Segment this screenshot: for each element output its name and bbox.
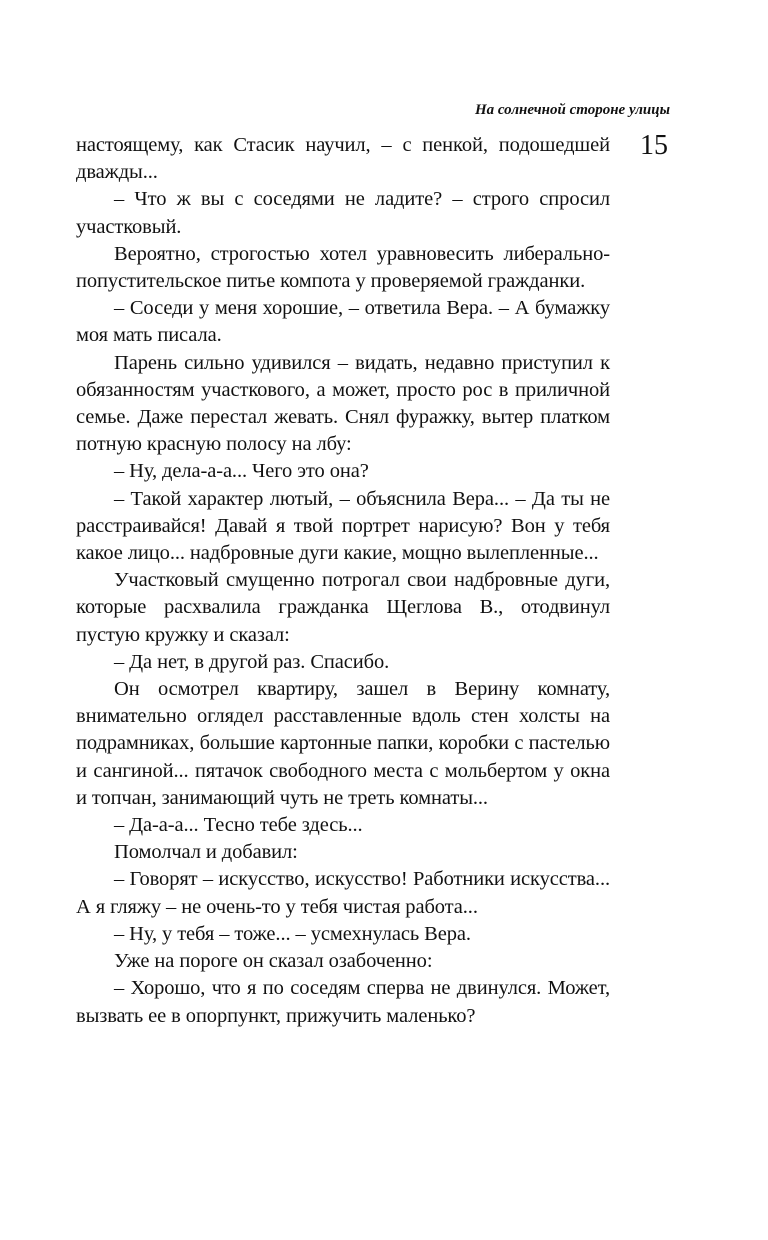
paragraph: Он осмотрел квартиру, зашел в Верину комнату, внимательно оглядел расставленные вдоль стен холсты на подрамниках, большие картонные папки, коробки с пастелью и сангиной... пятачок свободного места с мольбертом у окна и топчан, занимающий чуть не треть комнаты...	[76, 678, 610, 809]
running-title: На солнечной стороне улицы	[474, 102, 670, 118]
page-number: 15	[640, 130, 668, 161]
paragraph: – Что ж вы с соседями не ладите? – строго спросил участковый.	[76, 188, 610, 238]
paragraph: Помолчал и добавил:	[114, 841, 298, 864]
paragraph: Участковый смущенно потрогал свои надбровные дуги, которые расхвалила гражданка Щеглова В., отодвинул пустую кружку и сказал:	[76, 569, 610, 646]
paragraph: – Да нет, в другой раз. Спасибо.	[114, 650, 390, 673]
paragraph: настоящему, как Стасик научил, – с пенкой, подошедшей дважды...	[76, 134, 610, 184]
paragraph: Парень сильно удивился – видать, недавно приступил к обязанностям участкового, а может, просто рос в приличной семье. Даже перестал жевать. Снял фуражку, вытер платком потную красную полосу на лбу:	[76, 351, 610, 456]
paragraph: – Ну, у тебя – тоже... – усмехнулась Вера.	[114, 922, 471, 945]
paragraph: – Соседи у меня хорошие, – ответила Вера. – А бумажку моя мать писала.	[76, 297, 610, 347]
text-body	[76, 132, 610, 1030]
paragraph: Вероятно, строгостью хотел уравновесить либерально-попустительское питье компота у проверяемой гражданки.	[76, 242, 610, 293]
paragraph: – Хорошо, что я по соседям сперва не двинулся. Может, вызвать ее в опорпункт, прижучить маленько?	[76, 977, 610, 1027]
paragraph: – Да-а-а... Тесно тебе здесь...	[114, 814, 363, 837]
paragraph: Уже на пороге он сказал озабоченно:	[114, 950, 433, 973]
paragraph: – Ну, дела-а-а... Чего это она?	[114, 460, 369, 483]
paragraph: – Говорят – искусство, искусство! Работники искусства... А я гляжу – не очень-то у тебя чистая работа...	[76, 868, 610, 918]
paragraph: – Такой характер лютый, – объяснила Вера... – Да ты не расстраивайся! Давай я твой портрет нарисую? Вон у тебя какое лицо... надбровные дуги какие, мощно вылепленные...	[76, 487, 610, 565]
